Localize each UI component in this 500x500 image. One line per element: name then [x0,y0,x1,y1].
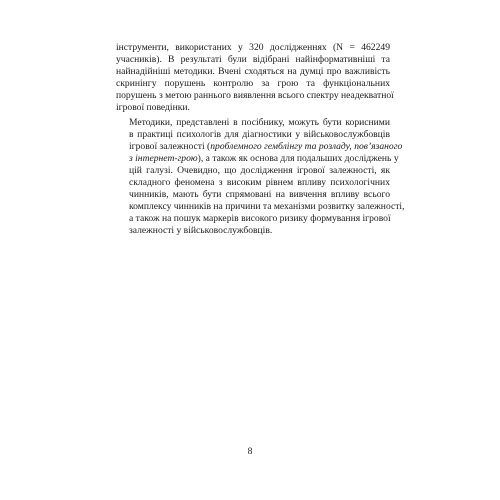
text-line: учасників). В результаті були відібрані найінформативніші та [116,54,390,66]
italic-segment: проблемного гемблінгу та розладу, пов’язаного [210,140,403,152]
text-line [116,140,403,153]
text-line: найнадійніші методики. Вчені сходяться на думці про важливість [116,66,390,78]
text-line: Методики, представлені в посібнику, можуть бути корисними [129,116,390,128]
text-line: ігрової поведінки. [116,102,190,114]
text-segment: ігрової залежності ( [129,140,211,152]
text-line [116,152,399,165]
text-line: порушень з метою раннього виявлення всього спектру неадекватної [116,90,394,102]
text-line: цій галузі. Очевидно, що дослідження ігрової залежності, як [129,164,390,176]
text-line: комплексу чинників на причини та механізми розвитку залежності, [129,201,405,213]
text-line: а також на пошук маркерів високого ризику формування ігрової [129,213,391,225]
text-line: складного феномена з високим рівнем впливу психологічних [129,177,390,189]
text-line: чинників, мають бути спрямовані на вивчення впливу всього [129,189,390,201]
body-text [116,42,405,238]
paragraph-2 [116,116,405,238]
text-line: скринінгу порушень контролю за грою та функціональних [116,78,390,90]
text-segment: ), а також як основа для подальших досліджень у [197,152,399,164]
paragraph-1 [116,42,394,115]
italic-segment: з інтернет-грою [129,152,198,164]
text-line: залежності у військовослужбовців. [129,225,273,237]
page-number: 8 [247,446,253,457]
text-line: інструменти, використаних у 320 дослідженнях (N = 462249 [116,42,390,53]
text-line: в практиці психологів для діагностики у військовослужбовців [129,128,390,140]
